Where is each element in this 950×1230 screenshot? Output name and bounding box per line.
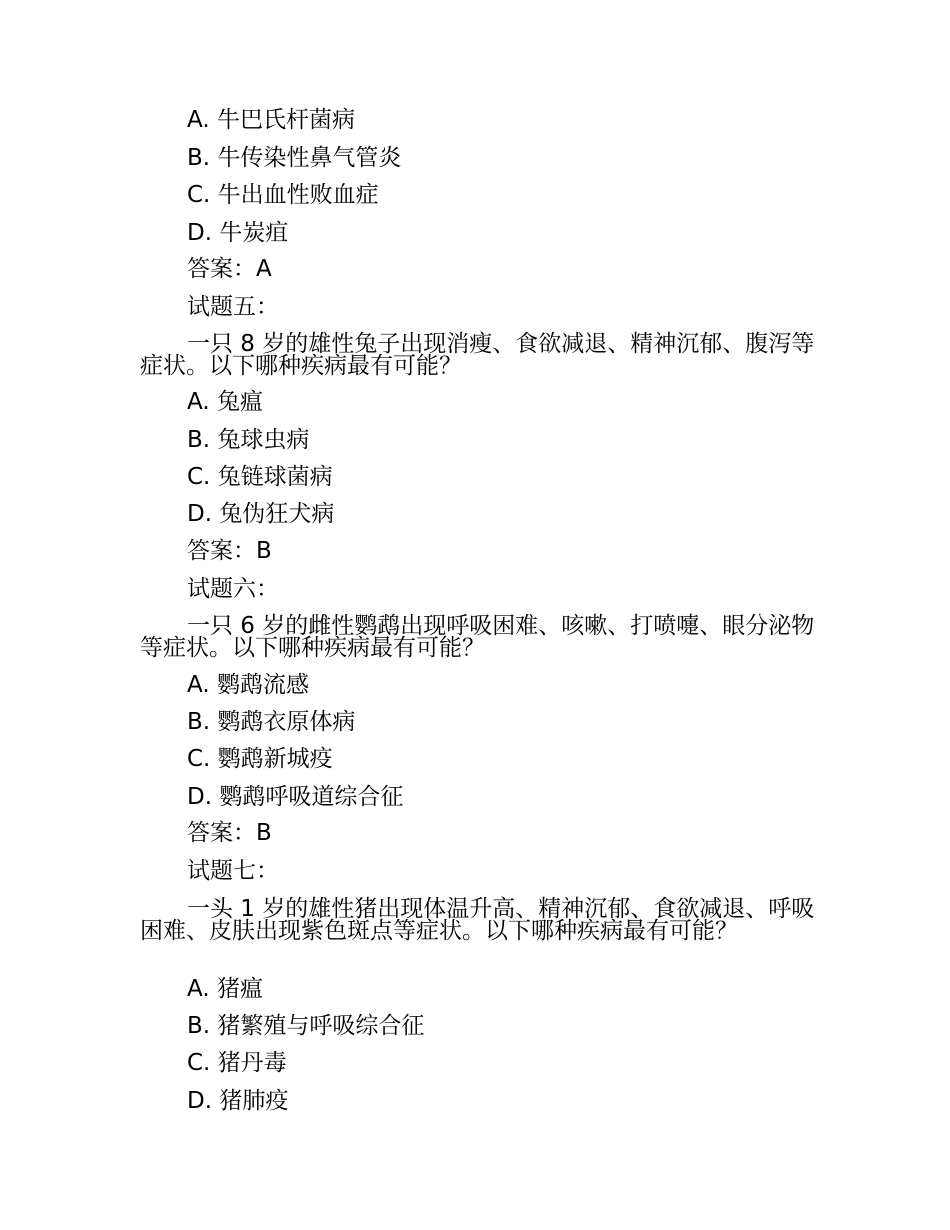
option-d: D. 鹦鹉呼吸道综合征 [187,784,404,810]
answer: 答案：B [187,820,272,846]
answer: 答案：B [187,538,272,564]
question-title: 试题七： [187,858,279,884]
option-a: A. 猪瘟 [187,976,263,1002]
question-text: 一头 1 岁的雄性猪出现体温升高、精神沉郁、食欲减退、呼吸困难、皮肤出现紫色斑点等症状。以下哪种疾病最有可能？ [140,896,815,944]
question-title: 试题六： [187,576,279,602]
question-text: 一只 8 岁的雄性兔子出现消瘦、食欲减退、精神沉郁、腹泻等症状。以下哪种疾病最有可能？ [140,331,815,379]
option-b: B. 鹦鹉衣原体病 [187,709,356,735]
option-d: D. 猪肺疫 [187,1088,289,1114]
option-d: D. 兔伪狂犬病 [187,501,335,527]
option-b: B. 兔球虫病 [187,427,310,453]
question-text: 一只 6 岁的雌性鹦鹉出现呼吸困难、咳嗽、打喷嚏、眼分泌物等症状。以下哪种疾病最有可能？ [140,613,815,661]
option-b: B. 猪繁殖与呼吸综合征 [187,1013,425,1039]
option-c: C. 猪丹毒 [187,1050,287,1076]
option-b: B. 牛传染性鼻气管炎 [187,145,402,171]
option-c: C. 鹦鹉新城疫 [187,746,333,772]
option-d: D. 牛炭疽 [187,220,289,246]
question-title: 试题五： [187,294,279,320]
option-c: C. 牛出血性败血症 [187,182,379,208]
option-c: C. 兔链球菌病 [187,464,333,490]
option-a: A. 牛巴氏杆菌病 [187,107,355,133]
option-a: A. 鹦鹉流感 [187,672,309,698]
option-a: A. 兔瘟 [187,389,263,415]
answer: 答案：A [187,256,272,282]
